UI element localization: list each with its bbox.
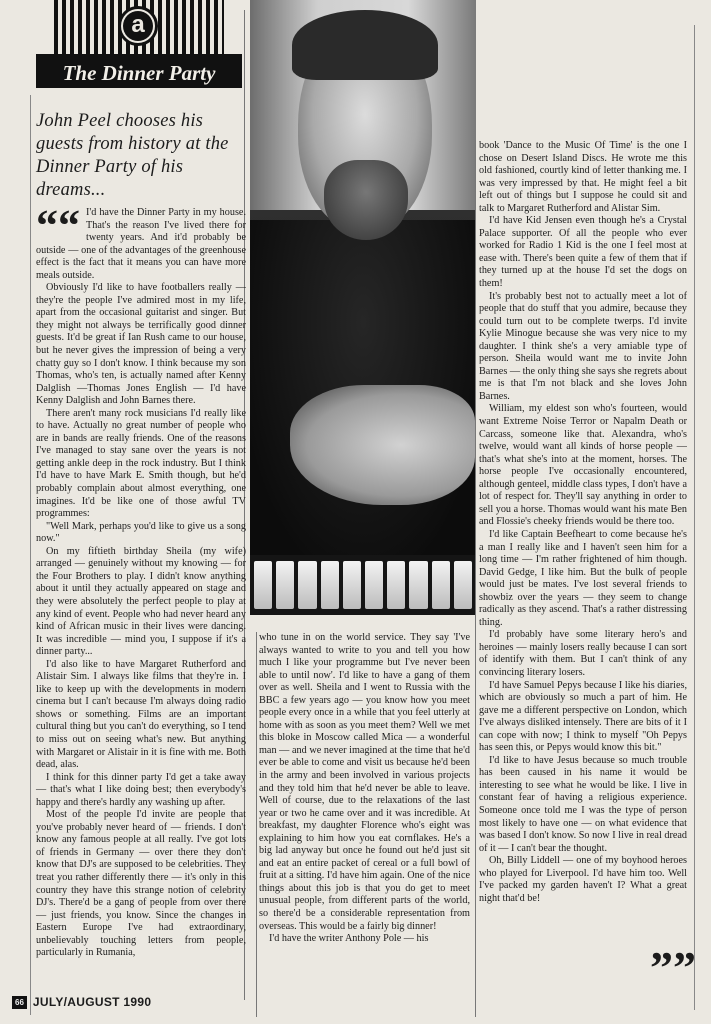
close-quote-icon: ””	[650, 942, 696, 993]
photo-beard	[324, 160, 408, 240]
article-column-2	[259, 632, 470, 946]
paragraph: I'd have the Dinner Party in my house. That's the reason I've lived there for twenty years. And it'd probably be outside — one of the advantages of the greenhouse effect is the fact that it means you can have more meals outside.	[36, 207, 246, 281]
page-number: 66	[12, 996, 27, 1009]
issue-date: JULY/AUGUST 1990	[32, 995, 152, 1009]
paragraph: I'd have the writer Anthony Pole — his	[269, 933, 429, 945]
paragraph: On my fiftieth birthday Sheila (my wife) arranged — genuinely without my knowing — for the Four Brothers to play. I didn't know anything about it until they actually appeared on stage and they were absolutely the perfect people to play at any kind of event. People who had never heard any kind of African music in their lives were dancing. It was incredible — mind you, I suppose if it's a dinner party...	[36, 545, 246, 658]
open-quote-icon: ““	[36, 201, 80, 250]
paragraph: I'd like Captain Beefheart to come because he's a man I really like and I haven't seen him for a long time — I'm rather frightened of him though. David Gedge, I like him. But the bulk of people would just be mates. I've lost several friends to showbiz over the years — they seem to change radically as they ascend. That's a rather distressing thing.	[479, 528, 687, 628]
paragraph: Oh, Billy Liddell — one of my boyhood heroes who played for Liverpool. I'd have him too. Well I've packed my garden haven't I? What a great night that'd be!	[479, 855, 687, 904]
paragraph: William, my eldest son who's fourteen, would want Extreme Noise Terror or Napalm Death or Carcass, someone like that. Alexandra, who's twelve, would want all kinds of horse people — that's what she's into at the moment, horses. The horse people I've occasionally encountered, although genteel, middle class types, I don't have a lot of respect for. They'll say anything in order to sell you a horse. Thomas would want his mate Ben and Flossie's cheeky friends would be there too.	[479, 403, 687, 528]
left-rule	[30, 95, 31, 1015]
paragraph: who tune in on the world service. They say 'I've always wanted to write to you and tell you how much I like your programme but I've never been able to until now'. I'd like to have a gang of them over as well. Sheila and I went to Russia with the BBC a few years ago — you know how you meet people every once in a while that you feel utterly at home with as soon as you meet them? Well we met this bloke in Moscow called Mica — a wonderful man — and we never imagined at the time that he'd ever be able to come and visit us because he'd been in the army and been involved in various projects and they told him that he'd never be able to leave. Well of course, due to the relaxations of the last year or two he came over and it was incredible. At breakfast, my daughter Florence who's eight was explaining to him how you eat cornflakes. He's a big lad anyway but once he found out he'd just sit and eat an entire packet of cereal or a full bowl of fruit at a sitting. I'd have him again. One of the nice things about this job is that you do get to meet unusual people, from different parts of the world, so there'd be a considerable representation from overseas. This would be a fairly big dinner!	[259, 632, 470, 932]
photo-hair	[292, 10, 438, 80]
paragraph: I'd probably have some literary hero's and heroines — mainly losers really because I can sort of identify with them. But I can't think of any convincing literary losers.	[479, 629, 687, 678]
paragraph: Most of the people I'd invite are people that you've probably never heard of — friends. I don't know any famous people at all really. I've got lots of friends in Germany — over there they don't know that DJ's are supposed to be celebrities. They treat you rather differently there — it's only in this country they have this strange notion of celebrity DJ's. There'd be a gang of people from over there — just friends, you know. Since the changes in Eastern Europe I've had extraordinary, unbelievably touching letters from people, particularly in Rumania,	[36, 809, 246, 959]
paragraph: Obviously I'd like to have footballers really — they're the people I've admired most in my life, apart from the occasional guitarist and singer. But they might not always be terrifically good dinner guests. It'd be great if Ian Rush came to our house, but he never gives the impression of being a very chatty guy so I don't know. I think because my son Thomas, who's ten, is actually named after Kenny Dalglish —Thomas Jones English — I'd have Kenny Dalglish and John Barnes there.	[36, 282, 246, 407]
logo-a-icon	[118, 6, 158, 46]
paragraph: "Well Mark, perhaps you'd like to give us a song now."	[36, 520, 246, 545]
article-column-3	[479, 140, 687, 905]
paragraph: There aren't many rock musicians I'd really like to have. Actually no great number of people who are in bands are really friends. One of the reasons I've managed to stay sane over the years is not getting ankle deep in the rock industry. But I think I'd have to have Mark E. Smith though, but he'd probably complain about almost everything, one imagines. It'd be like one of those awful TV programmes:	[36, 407, 246, 520]
photo-keyboard	[250, 555, 476, 615]
paragraph: book 'Dance to the Music Of Time' is the one I chose on Desert Island Discs. He wrote me this old fashioned, courtly kind of letter thanking me. I was very impressed by that. He might feel a bit left out of things but I suppose he could sit and talk to Margaret Rutherford and Alistar Sim.	[479, 140, 687, 214]
page-footer	[12, 994, 151, 1010]
column-rule-2	[256, 632, 257, 1017]
paragraph: I'd have Samuel Pepys because I like his diaries, which are obviously so much a part of him. He gave me a different perspective on London, which I've always disliked intensely. There are bits of it I can cope with now; I think to myself "Oh Pepys has seen this, or Pepys would know this bit."	[479, 679, 687, 754]
section-logo	[36, 0, 242, 90]
portrait-photo	[250, 0, 476, 615]
paragraph: I'd have Kid Jensen even though he's a Crystal Palace supporter. Of all the people who ever worked for Radio 1 Kid is the one I feel most at ease with. There's been quite a few of them that if they turned up at the house I'd set the dogs on them!	[479, 215, 687, 290]
article-column-1	[36, 201, 246, 960]
paragraph: I'd like to have Jesus because so much trouble has been caused in his name it would be interesting to see what he would be like. I live in constant fear of having a religious experience. Someone once told me I was the type of person most likely to have one — on what evidence that was based I don't know. So now I live in real dread of it — I can't bear the thought.	[479, 754, 687, 854]
intro-standfirst: John Peel chooses his guests from history at the Dinner Party of his dreams...	[36, 111, 229, 200]
column-rule-3	[475, 140, 476, 1017]
logo-letter: a	[123, 11, 153, 41]
photo-hands	[290, 385, 475, 505]
paragraph: It's probably best not to actually meet a lot of people that do stuff that you admire, because they could turn out to be complete twerps. I'd invite Kylie Minogue because she was very nice to my daughter. I think she's a very amiable type of person. Sheila would want me to invite John Barnes — the only thing she says she regrets about me is that I'm not black and she loves John Barnes.	[479, 290, 687, 402]
paragraph: I'd also like to have Margaret Rutherford and Alistair Sim. I always like films that they're in. I like to keep up with the developments in modern cinema but I can't because I'm always doing radio shows or something. Films are an important cultural thing but you can't do everything, so I tend to miss out on seeing what's new. But anything with Margaret or Alistair in it is fine with me. Both dead, alas.	[36, 658, 246, 771]
right-rule	[694, 25, 695, 1010]
section-title: The Dinner Party	[36, 54, 242, 88]
paragraph: I think for this dinner party I'd get a take away — that's what I like doing best; then everybody's happy and there's hardly any washing up after.	[36, 771, 246, 808]
